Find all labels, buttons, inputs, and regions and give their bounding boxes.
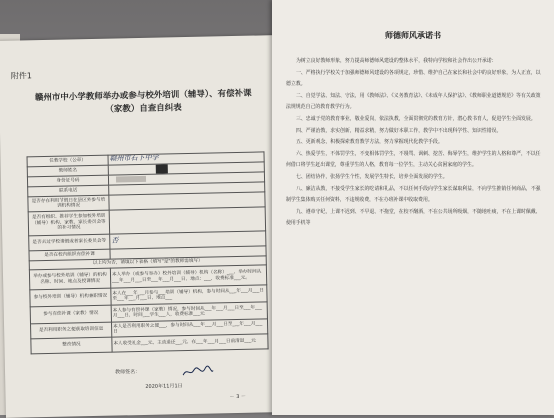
row-value xyxy=(109,207,265,234)
row-value: 本人收受礼金___元，主动退还___元，在___年___月___日前清退___元 xyxy=(112,334,268,352)
pledge-paragraph: 一、严格执行学校关于加强师德师风建设的各项规定，珍惜、维护自己在家长和社会中的良好形象，为人正直，以德立教。 xyxy=(286,69,541,88)
row-value: 本人在___年___月参与___培训（辅导）机构，参与时间从___年___月___日至___年___月___日，地点___ xyxy=(111,285,267,305)
row-value: 本人举办（或参与举办）校外培训（辅导）机构（名称）___，举办时间从___年___月___日至___年___月___日，地点：___，收费标准___元。 xyxy=(110,265,266,288)
row-label: 联系电话 xyxy=(28,185,109,197)
row-value: 本人是否利用职务之便___，参与时间从___年___月___日至___年___月___日 xyxy=(111,319,267,337)
row-label: 是否利用职务之便获取培训信息 xyxy=(31,322,112,339)
pledge-paragraph: 二、自觉学法、知法、守法，用《教师法》、《义务教育法》、《未成年人保护法》、《教师职业道德规范》等有关政策法规规范自己的教育教学行为。 xyxy=(286,92,541,111)
redacted-name xyxy=(156,164,168,173)
ethics-pledge-sheet xyxy=(272,0,554,415)
pledge-title: 师德师风承诺书 xyxy=(385,31,441,40)
pledge-paragraph: 三、忠诚于党的教育事业，敬业爱岗，依法执教，全面贯彻党的教育方针，潜心教书育人，促进学生全面发展。 xyxy=(296,115,536,122)
pledge-body xyxy=(286,56,542,230)
row-label: 是否在校内组织有偿补课 xyxy=(29,249,110,261)
row-label: 身份证号码 xyxy=(27,175,108,187)
handwritten-answer: 否 xyxy=(111,236,119,245)
signature-label: 教师签名： xyxy=(114,369,141,376)
row-label: 是否有组织、推荐学生参加校外培训（辅导）机构、家教、家长委员会等的补习情况 xyxy=(28,210,109,236)
signature-date: 2020年11月1日 xyxy=(145,383,183,390)
pledge-paragraph: 五、更新观念，积极探索教育教学方法，努力掌握现代化教学手段。 xyxy=(296,139,443,146)
row-label: 是否存在利用节假日在县区外参与培训机构情况 xyxy=(28,195,109,212)
row-label: 是否去过学校请假或者家长委员会等 xyxy=(29,234,110,251)
form-title: 赣州市中小学教师举办或参与校外培训（辅导）、有偿补课（家教）自查自纠表 xyxy=(34,88,252,115)
row-label: 教师姓名 xyxy=(27,165,108,177)
pledge-paragraph: 六、热爱学生，不体罚学生，不变相体罚学生，不谩骂、讽刺、挖苦、侮辱学生，维护学生的人格和尊严，不以任何借口将学生赶出课堂，尊重学生的人格，教育每一位学生，主动关心贫困家庭的学生。 xyxy=(286,150,541,169)
section-header: 以上均为否，请填以下表格（填写"是"的教师需填写） xyxy=(29,256,266,270)
page-number: － 3 － xyxy=(229,393,247,401)
row-label: 整改情况 xyxy=(31,337,112,354)
pledge-paragraph: 四、严谨治教，求实创新，精益求精，努力做好本职工作，教学中不出现科学性、知识性错误。 xyxy=(296,127,502,134)
self-check-table xyxy=(27,151,269,354)
row-label: 参与有偿补课（家教）情况 xyxy=(30,305,111,324)
self-check-form-sheet xyxy=(0,35,282,418)
row-label: 举办或参与校外培训（辅导）的机构名称、时间、地点及授课情况 xyxy=(29,268,110,290)
row-value: 本人参与有偿补课（家教）情况，参与时间从___年___月___日至___年___月___日，时间___学生___人，收费标准___元 xyxy=(111,302,267,322)
pledge-paragraph: 九、遵章守纪，上课不迟到、不早退、不拖堂，在校不酗酒，不在公共场所吸烟，不随地吐痰，不在上课时佩戴、使用手机等 xyxy=(286,208,541,227)
redacted-id xyxy=(116,176,146,183)
row-label: 参与校外培训（辅导）机构兼职情况 xyxy=(30,288,111,307)
handwritten-signature-icon xyxy=(181,364,215,379)
pledge-paragraph: 七、团结协作，张扬学生个性，发展学生特长，培养全面发展的学生。 xyxy=(296,173,448,180)
pledge-paragraph: 八、廉洁从教，不接受学生家长的吃请和礼品，不以任何手段向学生家长谋取利益，不向学生推销任何商品，不强制学生集体购买任何资料，不违规收费，不在办班补课中收取费用。 xyxy=(286,185,541,204)
row-label: 任教学校（公章） xyxy=(27,155,108,167)
handwritten-school: 赣州市石下中学 xyxy=(109,153,159,163)
pledge-paragraph: 为树立良好教师形象，努力提高师德师风建设的整体水平，我特向学校和社会作出公开承诺： xyxy=(296,58,497,64)
annex-label: 附件1 xyxy=(10,71,33,81)
